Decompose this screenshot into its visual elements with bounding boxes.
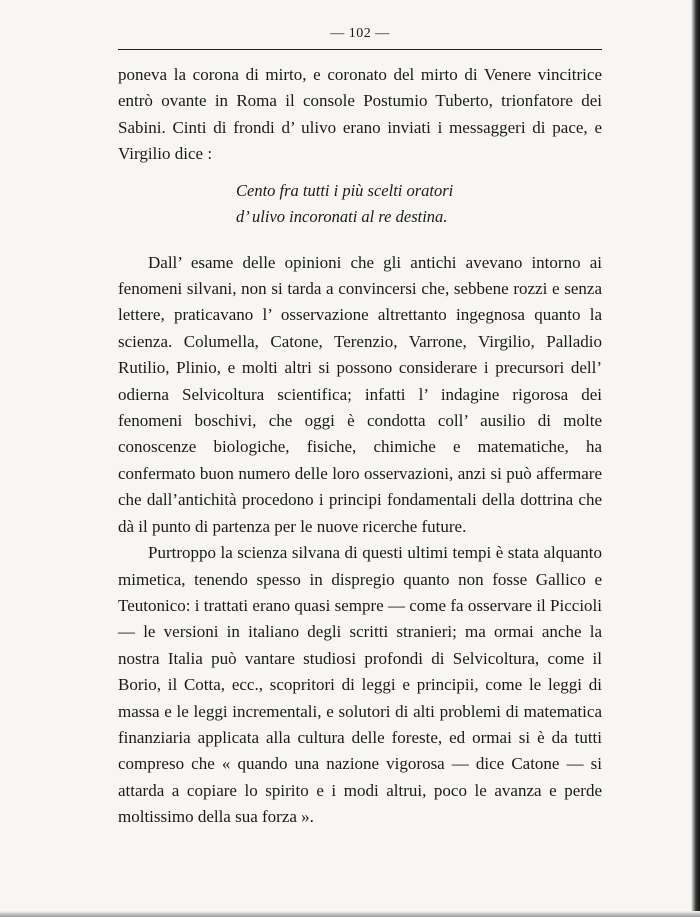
- page-bottom-shadow: [0, 911, 700, 917]
- paragraph-ancients: Dall’ esame delle opinioni che gli antichi avevano intorno ai fenomeni silvani, non si tarda a convincersi che, sebbene rozzi e senza lettere, praticavano l’ osservazione altrettanto ingegnosa quanto la scienza. Columella, Catone, Terenzio, Varrone, Virgilio, Palladio Rutilio, Plinio, e molti altri si possono considerare i precursori dell’ odierna Selvicoltura scientifica; infatti l’ indagine rigorosa dei fenomeni boschivi, che oggi è condotta coll’ ausilio di molte conoscenze biologiche, fisiche, chimiche e matematiche, ha confermato buon numero delle loro osservazioni, anzi si può affermare che dall’antichità procedono i principi fondamentali della dottrina che dà il punto di partenza per le nuove ricerche future.: [118, 252, 602, 536]
- page-edge-shadow: [691, 0, 700, 917]
- verse-line: Cento fra tutti i più scelti oratori: [236, 180, 454, 200]
- page-body: [118, 62, 602, 831]
- paragraph-opening: poneva la corona di mirto, e coronato del mirto di Venere vincitrice entrò ovante in Roma il console Postumio Tuberto, trionfatore dei Sabini. Cinti di frondi d’ ulivo erano inviati i messaggeri di pace, e Virgilio dice :: [118, 65, 602, 164]
- verse-quote: [236, 178, 602, 230]
- paragraph-modern-science: Purtroppo la scienza silvana di questi ultimi tempi è stata alquanto mimetica, tenendo spesso in dispregio quanto non fosse Gallico e Teutonico: i trattati erano quasi sempre — come fa osservare il Piccioli — le versioni in italiano degli scritti stranieri; ma ormai anche la nostra Italia può vantare studiosi profondi di Selvicoltura, come il Borio, il Cotta, ecc., scopritori di leggi e principii, come le leggi di massa e le leggi incrementali, e solutori di alti problemi di matematica finanziaria applicata alla cultura delle foreste, ed ormai si è da tutti compreso che « quando una nazione vigorosa — dice Catone — si attarda a copiare lo spirito e i modi altrui, poco le avanza e perde moltissimo della sua forza ».: [118, 543, 602, 827]
- header-rule: [118, 49, 602, 50]
- verse-line: d’ ulivo incoronati al re destina.: [236, 206, 448, 226]
- page-number: — 102 —: [330, 26, 390, 41]
